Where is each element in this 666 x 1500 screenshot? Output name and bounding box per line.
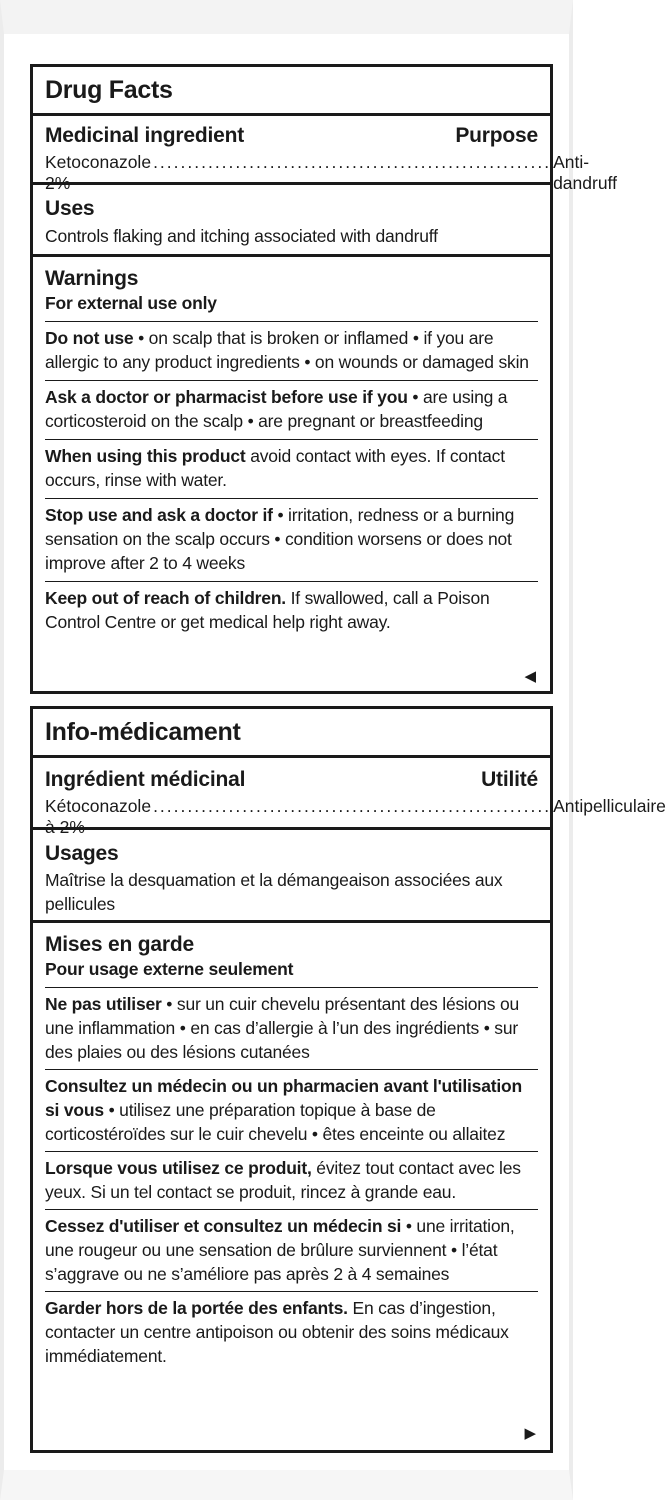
when-using-label: Lorsque vous utilisez ce produit, — [45, 1158, 312, 1178]
do-not-use-label: Ne pas utiliser — [45, 994, 162, 1014]
stop-use — [45, 1209, 538, 1291]
keep-out-label: Keep out of reach of children. — [45, 588, 286, 608]
when-using — [45, 439, 538, 498]
uses-section — [33, 830, 550, 923]
panel-title: Info-médicament — [45, 717, 241, 746]
purpose-header: Purpose — [455, 124, 538, 147]
panel-title: Drug Facts — [45, 75, 173, 104]
ask-doctor-label: Ask a doctor or pharmacist before use if you — [45, 387, 408, 407]
stop-use-text: • irritation, redness or a burning sensation on the scalp occurs • condition worsens or does not improve after 2 to 4 weeks — [45, 505, 515, 573]
warnings-section — [33, 923, 550, 1373]
title-row — [33, 709, 550, 758]
ask-doctor-text: • are using a corticosteroid on the scalp • are pregnant or breastfeeding — [45, 387, 508, 431]
ask-doctor — [45, 1069, 538, 1151]
warnings-header: Warnings — [45, 267, 139, 290]
ingredient-purpose: Antipelliculaire — [553, 796, 666, 816]
ingredient-purpose: Anti-dandruff — [553, 152, 617, 193]
ingredient-header: Medicinal ingredient — [45, 124, 245, 147]
warnings-section — [33, 257, 550, 640]
ask-doctor — [45, 380, 538, 439]
keep-out — [45, 581, 538, 640]
uses-text: Maîtrise la desquamation et la démangeaison associées aux pellicules — [45, 870, 503, 914]
stop-use-text: • une irritation, une rougeur ou une sensation de brûlure surviennent • l’état s’aggrave ou ne s’améliore pas après 2 à 4 semaines — [45, 1216, 515, 1284]
stop-use — [45, 498, 538, 581]
warnings-header: Mises en garde — [45, 933, 194, 956]
purpose-header: Utilité — [481, 768, 538, 791]
do-not-use — [45, 987, 538, 1069]
keep-out-text: If swallowed, call a Poison Control Centre or get medical help right away. — [45, 588, 490, 632]
ask-doctor-label: Consultez un médecin ou un pharmacien avant l'utilisation si vous — [45, 1076, 522, 1120]
ingredient-name: Ketoconazole 2% — [45, 152, 152, 193]
continue-arrow-icon: ◀ — [524, 668, 536, 685]
ingredient-header: Ingrédient médicinal — [45, 768, 246, 791]
leader-dots: .......................................................... — [153, 796, 552, 816]
leader-dots: .......................................................... — [153, 152, 552, 172]
when-using-text: avoid contact with eyes. If contact occurs, rinse with water. — [45, 446, 505, 490]
keep-out-label: Garder hors de la portée des enfants. — [45, 1298, 348, 1318]
stop-use-label: Cessez d'utiliser et consultez un médecin si — [45, 1216, 402, 1236]
continue-arrow-icon: ▶ — [524, 1425, 536, 1442]
ask-doctor-text: • utilisez une préparation topique à base de corticostéroïdes sur le cuir chevelu • êtes enceinte ou allaitez — [45, 1100, 506, 1144]
title-row — [33, 67, 550, 116]
do-not-use-label: Do not use — [45, 328, 134, 348]
keep-out-text: En cas d’ingestion, contacter un centre antipoison ou obtenir des soins médicaux immédiatement. — [45, 1298, 509, 1366]
uses-section — [33, 185, 550, 257]
do-not-use-text: • on scalp that is broken or inflamed • if you are allergic to any product ingredients • on wounds or damaged skin — [45, 328, 529, 372]
ingredient-section — [33, 758, 666, 837]
external-use: For external use only — [45, 293, 217, 313]
when-using — [45, 1151, 538, 1209]
info-medicament-panel — [30, 706, 666, 1453]
do-not-use-text: • sur un cuir chevelu présentant des lésions ou une inflammation • en cas d’allergie à l’un des ingrédients • sur des plaies ou des lésions cutanées — [45, 994, 520, 1062]
uses-text: Controls flaking and itching associated with dandruff — [45, 226, 438, 246]
uses-header: Uses — [45, 197, 95, 220]
uses-header: Usages — [45, 842, 119, 865]
external-use: Pour usage externe seulement — [45, 959, 294, 979]
ingredient-section — [33, 116, 617, 193]
do-not-use — [45, 321, 538, 380]
ingredient-name: Kétoconazole à 2% — [45, 796, 152, 837]
drug-facts-panel — [30, 64, 617, 694]
when-using-label: When using this product — [45, 446, 246, 466]
keep-out — [45, 1291, 538, 1373]
stop-use-label: Stop use and ask a doctor if — [45, 505, 273, 525]
when-using-text: évitez tout contact avec les yeux. Si un tel contact se produit, rincez à grande eau. — [45, 1158, 521, 1202]
